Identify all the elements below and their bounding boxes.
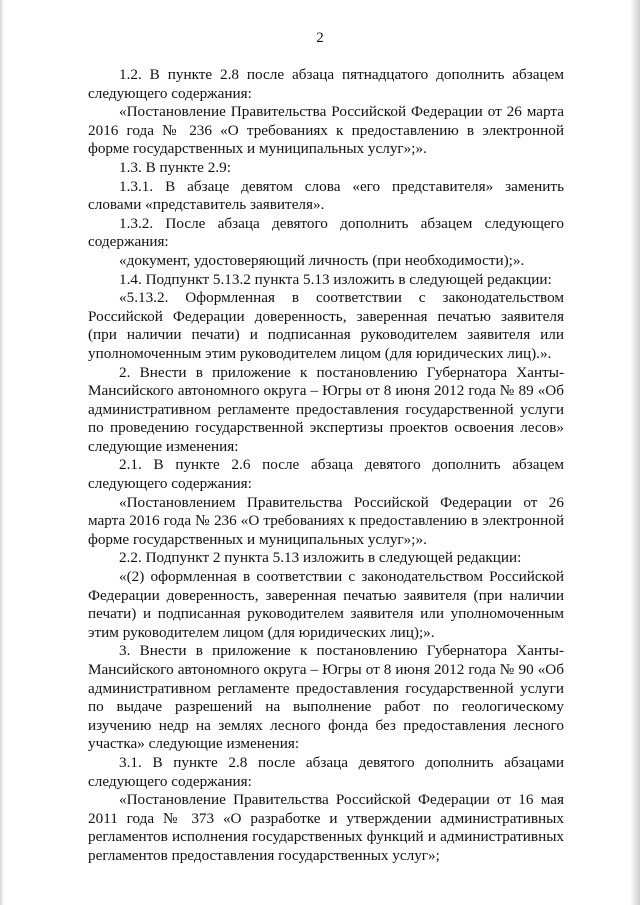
paragraph-2: 2. Внести в приложение к постановлению Губернатора Ханты-Мансийского автономного округа – Югры от 8 июня 2012 года № 89 «Об административном регламенте предоставления государственной услуги по проведению государственной экспертизы проектов освоения лесов» следующие изменения: [88, 363, 564, 455]
paragraph-quote-document: «документ, удостоверяющий личность (при необходимости);». [119, 251, 525, 269]
paragraph-quote-236-b: «Постановлением Правительства Российской Федерации от 26 марта 2016 года № 236 «О требованиях к предоставлению в электронной форме государственных и муниципальных услуг»;». [88, 493, 564, 548]
paragraph-quote-373: «Постановление Правительства Российской Федерации от 16 мая 2011 года № 373 «О разработке и утверждении административных регламентов исполнения государственных функций и административных регламентов предоставления государственных услуг»; [88, 791, 564, 864]
document-body [88, 66, 564, 866]
scan-edge-left [0, 0, 4, 905]
paragraph-1-2: 1.2. В пункте 2.8 после абзаца пятнадцатого дополнить абзацем следующего содержания: [88, 66, 564, 102]
paragraph-2-2: 2.2. Подпункт 2 пункта 5.13 изложить в следующей редакции: [119, 549, 522, 567]
page-number: 2 [316, 30, 324, 46]
paragraph-quote-5-13-2: «5.13.2. Оформленная в соответствии с законодательством Российской Федерации доверенность, заверенная печатью заявителя (при наличии печати) и подписанная руководителем заявителя или уполномоченным этим руководителем лицом (для юридических лиц).». [88, 289, 564, 362]
paragraph-2-1: 2.1. В пункте 2.6 после абзаца девятого дополнить абзацем следующего содержания: [88, 456, 564, 493]
paragraph-quote-2: «(2) оформленная в соответствии с законодательством Российской Федерации доверенность, заверенная печатью заявителя (при наличии печати) и подписанная руководителем заявителя или уполномоченным этим руководителем лицом (для юридических лиц);». [88, 568, 564, 641]
scan-edge-right [630, 0, 640, 905]
paragraph-3: 3. Внести в приложение к постановлению Губернатора Ханты-Мансийского автономного округа – Югры от 8 июня 2012 года № 90 «Об административном регламенте предоставления государственной услуги по выдаче разрешений на выполнение работ по геологическому изучению недр на землях лесного фонда без предоставления лесного участка» следующие изменения: [88, 642, 564, 753]
paragraph-1-3-1: 1.3.1. В абзаце девятом слова «его представителя» заменить словами «представитель заявителя». [88, 177, 564, 214]
paragraph-1-3: 1.3. В пункте 2.9: [119, 158, 231, 176]
paragraph-quote-236-a: «Постановление Правительства Российской Федерации от 26 марта 2016 года № 236 «О требованиях к предоставлению в электронной форме государственных и муниципальных услуг»;». [88, 103, 564, 158]
paragraph-1-4: 1.4. Подпункт 5.13.2 пункта 5.13 изложить в следующей редакции: [119, 270, 552, 288]
paragraph-3-1: 3.1. В пункте 2.8 после абзаца девятого дополнить абзацами следующего содержания: [88, 753, 564, 790]
paragraph-1-3-2: 1.3.2. После абзаца девятого дополнить абзацем следующего содержания: [88, 214, 564, 251]
